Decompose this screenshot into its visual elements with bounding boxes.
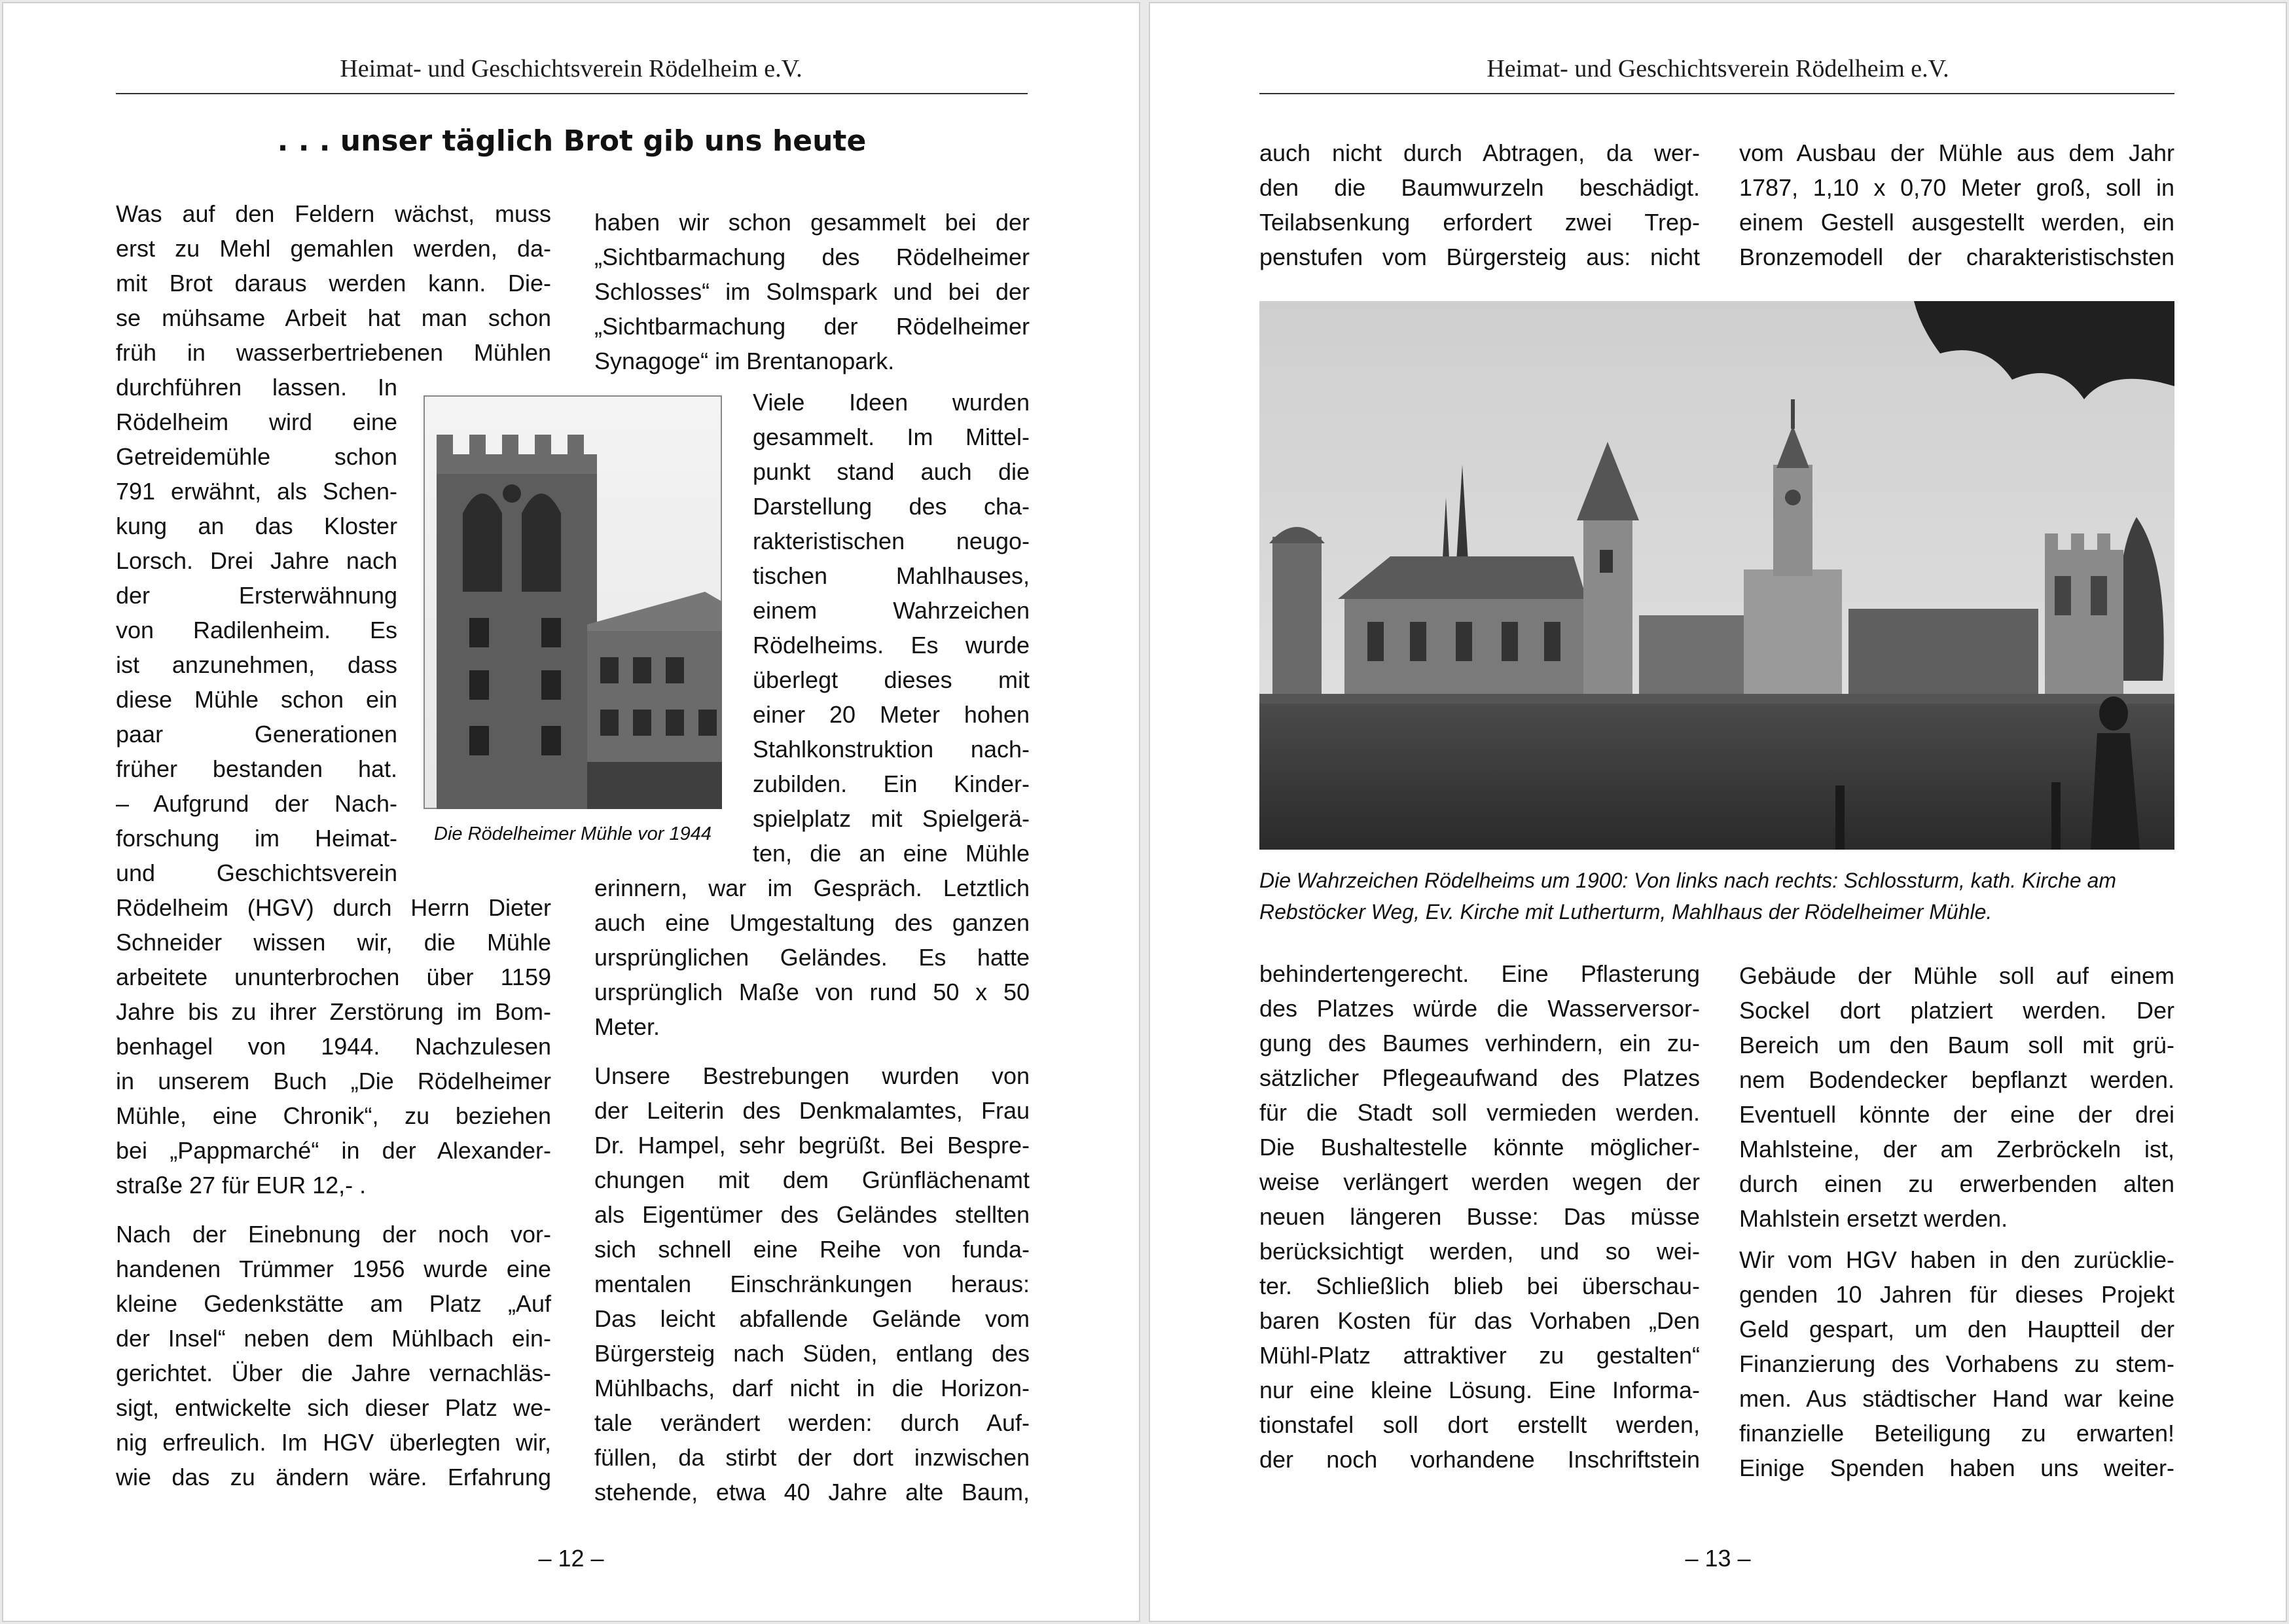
text-line: von Radilenheim. Es	[116, 617, 397, 643]
right-page	[1150, 3, 2286, 1621]
text-line: und Geschichtsverein	[116, 859, 397, 886]
text-line: vom Ausbau der Mühle aus dem Jahr	[1739, 139, 2174, 166]
text-line: wie das zu ändern wäre. Erfahrung	[116, 1464, 551, 1490]
text-line: 1787, 1,10 x 0,70 Meter groß, soll in	[1739, 174, 2174, 201]
text-line: einem Wahrzeichen	[753, 597, 1030, 624]
running-header: Heimat- und Geschichtsverein Rödelheim e.V.	[340, 55, 802, 82]
text-line: Rödelheim (HGV) durch Herrn Dieter	[116, 894, 551, 921]
text-line: Finanzierung des Vorhabens zu stem-	[1739, 1350, 2174, 1377]
text-line: gerichtet. Über die Jahre vernachläs-	[116, 1360, 551, 1386]
text-line: gesammelt. Im Mittel-	[753, 424, 1030, 450]
left-column-2-narrow	[753, 385, 1030, 871]
text-line: Geld gespart, um den Hauptteil der	[1739, 1316, 2174, 1343]
text-line: penstufen vom Bürgersteig aus: nicht	[1259, 244, 1700, 270]
text-line: tischen Mahlhauses,	[753, 562, 1030, 589]
text-line: mit Brot daraus werden kann. Die-	[116, 270, 551, 297]
landmarks-photo	[1259, 301, 2174, 850]
text-line: Nach der Einebnung der noch vor-	[116, 1221, 551, 1248]
mill-photo-image	[424, 395, 722, 809]
text-line: gung des Baumes verhindern, ein zu-	[1259, 1030, 1700, 1056]
text-line: der Ersterwähnung	[116, 582, 397, 609]
text-line: behindertengerecht. Eine Pflasterung	[1259, 960, 1700, 987]
text-line: ursprünglichen Geländes. Es hatte	[594, 944, 1030, 971]
text-line: Getreidemühle schon	[116, 443, 397, 470]
text-line: Bürgersteig nach Süden, entlang des	[594, 1340, 1030, 1367]
mill-photo	[424, 395, 722, 809]
caption-line: Die Wahrzeichen Rödelheims um 1900: Von links nach rechts: Schlossturm, kath. Kirche am	[1259, 869, 2117, 892]
left-column-2-top	[594, 205, 1030, 378]
text-line: stehende, etwa 40 Jahre alte Baum,	[594, 1479, 1030, 1506]
text-line: Schneider wissen wir, die Mühle	[116, 929, 551, 956]
text-line: finanzielle Beteiligung zu erwarten!	[1739, 1420, 2174, 1447]
text-line: weise verlängert werden wegen der	[1259, 1168, 1700, 1195]
text-line: kleine Gedenkstätte am Platz „Auf	[116, 1290, 551, 1317]
text-line: einer 20 Meter hohen	[753, 701, 1030, 728]
text-line: „Sichtbarmachung der Rödelheimer	[594, 313, 1030, 340]
text-line: Mühle, eine Chronik“, zu beziehen	[116, 1102, 551, 1129]
left-column-1-narrow	[116, 370, 397, 890]
right-column-1-bottom	[1259, 956, 1700, 1477]
text-line: des Platzes würde die Wasserversor-	[1259, 995, 1700, 1022]
text-line: früh in wasserbertriebenen Mühlen	[116, 339, 551, 366]
text-line: ter. Schließlich blieb bei überschau-	[1259, 1272, 1700, 1299]
caption-line: Rebstöcker Weg, Ev. Kirche mit Lutherturm, Mahlhaus der Rödelheimer Mühle.	[1259, 900, 1992, 924]
text-line: zubilden. Ein Kinder-	[753, 770, 1030, 797]
text-line: in unserem Buch „Die Rödelheimer	[116, 1068, 551, 1094]
text-line: Das leicht abfallende Gelände vom	[594, 1305, 1030, 1332]
text-line: Mahlsteine, der am Zerbröckeln ist,	[1739, 1136, 2174, 1163]
text-line: ursprünglich Maße von rund 50 x 50	[594, 979, 1030, 1005]
text-line: haben wir schon gesammelt bei der	[594, 209, 1030, 236]
text-line: für die Stadt soll vermieden werden.	[1259, 1099, 1700, 1126]
right-column-2-top	[1739, 135, 2174, 274]
text-line: Teilabsenkung erfordert zwei Trep-	[1259, 209, 1700, 236]
text-line: Mühl-Platz attraktiver zu gestalten“	[1259, 1342, 1700, 1369]
page-number: – 12 –	[538, 1545, 604, 1572]
landmarks-photo-image	[1259, 301, 2174, 850]
text-line: „Sichtbarmachung des Rödelheimer	[594, 244, 1030, 270]
text-line: handenen Trümmer 1956 wurde eine	[116, 1255, 551, 1282]
text-line: – Aufgrund der Nach-	[116, 790, 397, 817]
text-line: Eventuell könnte der eine der drei	[1739, 1101, 2174, 1128]
text-line: Lorsch. Drei Jahre nach	[116, 547, 397, 574]
text-line: tale verändert werden: durch Auf-	[594, 1409, 1030, 1436]
right-column-2-paragraph-2	[1739, 1242, 2174, 1485]
text-line: Darstellung des cha-	[753, 493, 1030, 520]
text-line: 791 erwähnt, als Schen-	[116, 478, 397, 505]
page-number: – 13 –	[1685, 1545, 1751, 1572]
text-line: ten, die an eine Mühle	[753, 840, 1030, 867]
right-column-1-top	[1259, 135, 1700, 274]
left-column-1-paragraph-2	[116, 1217, 551, 1494]
text-line: genden 10 Jahren für dieses Projekt	[1739, 1281, 2174, 1308]
text-line: Dr. Hampel, sehr begrüßt. Bei Bespre-	[594, 1132, 1030, 1159]
text-line: Bereich um den Baum soll mit grü-	[1739, 1032, 2174, 1058]
text-line: Mühlbachs, darf nicht in die Horizon-	[594, 1375, 1030, 1401]
left-page	[3, 3, 1139, 1621]
text-line: der Insel“ neben dem Mühlbach ein-	[116, 1325, 551, 1352]
text-line: rakteristischen neugo-	[753, 528, 1030, 554]
text-line: Bronzemodell der charakteristischsten	[1739, 244, 2174, 270]
text-line: ist anzunehmen, dass	[116, 651, 397, 678]
text-line: als Eigentümer des Geländes stellten	[594, 1201, 1030, 1228]
text-line: berücksichtigt werden, und so wei-	[1259, 1238, 1700, 1265]
text-line: früher bestanden hat.	[116, 755, 397, 782]
right-column-2-paragraph-1	[1739, 958, 2174, 1236]
text-line: benhagel von 1944. Nachzulesen	[116, 1033, 551, 1060]
text-line: Einige Spenden haben uns weiter-	[1739, 1454, 2174, 1481]
mill-photo-caption: Die Rödelheimer Mühle vor 1944	[434, 823, 712, 844]
text-line: auch eine Umgestaltung des ganzen	[594, 909, 1030, 936]
text-line: durch einen zu erwerbenden alten	[1739, 1170, 2174, 1197]
text-line: straße 27 für EUR 12,- .	[116, 1172, 367, 1199]
text-line: Synagoge“ im Brentanopark.	[594, 348, 895, 374]
text-line: der Leiterin des Denkmalamtes, Frau	[594, 1097, 1030, 1124]
text-line: sich schnell eine Reihe von funda-	[594, 1236, 1030, 1263]
text-line: forschung im Heimat-	[116, 825, 397, 852]
text-line: nem Bodendecker bepflanzt werden.	[1739, 1066, 2174, 1093]
header-rule	[116, 93, 1028, 94]
text-line: mentalen Einschränkungen heraus:	[594, 1271, 1030, 1297]
text-line: kung an das Kloster	[116, 513, 397, 539]
text-line: füllen, da stirbt der dort inzwischen	[594, 1444, 1030, 1471]
text-line: Viele Ideen wurden	[753, 389, 1030, 416]
text-line: neuen längeren Busse: Das müsse	[1259, 1203, 1700, 1230]
text-line: Rödelheims. Es wurde	[753, 632, 1030, 659]
text-line: erst zu Mehl gemahlen werden, da-	[116, 235, 551, 262]
text-line: bei „Pappmarché“ in der Alexander-	[116, 1137, 551, 1164]
text-line: sigt, entwickelte sich dieser Platz we-	[116, 1394, 551, 1421]
text-line: einem Gestell ausgestellt werden, ein	[1739, 209, 2174, 236]
running-header: Heimat- und Geschichtsverein Rödelheim e.V.	[1487, 55, 1949, 82]
text-line: se mühsame Arbeit hat man schon	[116, 304, 551, 331]
text-line: auch nicht durch Abtragen, da wer-	[1259, 139, 1700, 166]
text-line: Gebäude der Mühle soll auf einem	[1739, 962, 2174, 989]
text-line: baren Kosten für das Vorhaben „Den	[1259, 1307, 1700, 1334]
text-line: Unsere Bestrebungen wurden von	[594, 1062, 1030, 1089]
text-line: sätzlicher Pflegeaufwand des Platzes	[1259, 1064, 1700, 1091]
text-line: Stahlkonstruktion nach-	[753, 736, 1030, 763]
left-column-1-intro	[116, 196, 551, 370]
text-line: Jahre bis zu ihrer Zerstörung im Bom-	[116, 998, 551, 1025]
text-line: Mahlstein ersetzt werden.	[1739, 1205, 2008, 1232]
text-line: Sockel dort platziert werden. Der	[1739, 997, 2174, 1024]
text-line: durchführen lassen. In	[116, 374, 397, 401]
text-line: Meter.	[594, 1013, 660, 1040]
text-line: paar Generationen	[116, 721, 397, 748]
text-line: Schlosses“ im Solmspark und bei der	[594, 278, 1030, 305]
text-line: überlegt dieses mit	[753, 666, 1030, 693]
text-line: erinnern, war im Gespräch. Letztlich	[594, 875, 1030, 901]
text-line: chungen mit dem Grünflächenamt	[594, 1166, 1030, 1193]
text-line: der noch vorhandene Inschriftstein	[1259, 1446, 1700, 1473]
landmarks-photo-caption	[1259, 865, 2174, 928]
text-line: nig erfreulich. Im HGV überlegten wir,	[116, 1429, 551, 1456]
text-line: Wir vom HGV haben in den zurücklie-	[1739, 1246, 2174, 1273]
text-line: Rödelheim wird eine	[116, 408, 397, 435]
article-title: . . . unser täglich Brot gib uns heute	[277, 124, 867, 158]
text-line: punkt stand auch die	[753, 458, 1030, 485]
left-column-2-paragraph-2	[594, 1058, 1030, 1509]
text-line: diese Mühle schon ein	[116, 686, 397, 713]
text-line: arbeitete ununterbrochen über 1159	[116, 964, 551, 990]
header-rule	[1259, 93, 2174, 94]
text-line: nur eine kleine Lösung. Eine Informa-	[1259, 1377, 1700, 1403]
left-column-1-rest	[116, 890, 551, 1202]
text-line: spielplatz mit Spielgerä-	[753, 805, 1030, 832]
text-line: tionstafel soll dort erstellt werden,	[1259, 1411, 1700, 1438]
text-line: den die Baumwurzeln beschädigt.	[1259, 174, 1700, 201]
left-column-2-full	[594, 871, 1030, 1044]
text-line: men. Aus städtischer Hand war keine	[1739, 1385, 2174, 1412]
text-line: Was auf den Feldern wächst, muss	[116, 200, 551, 227]
text-line: Die Bushaltestelle könnte möglicher-	[1259, 1134, 1700, 1161]
